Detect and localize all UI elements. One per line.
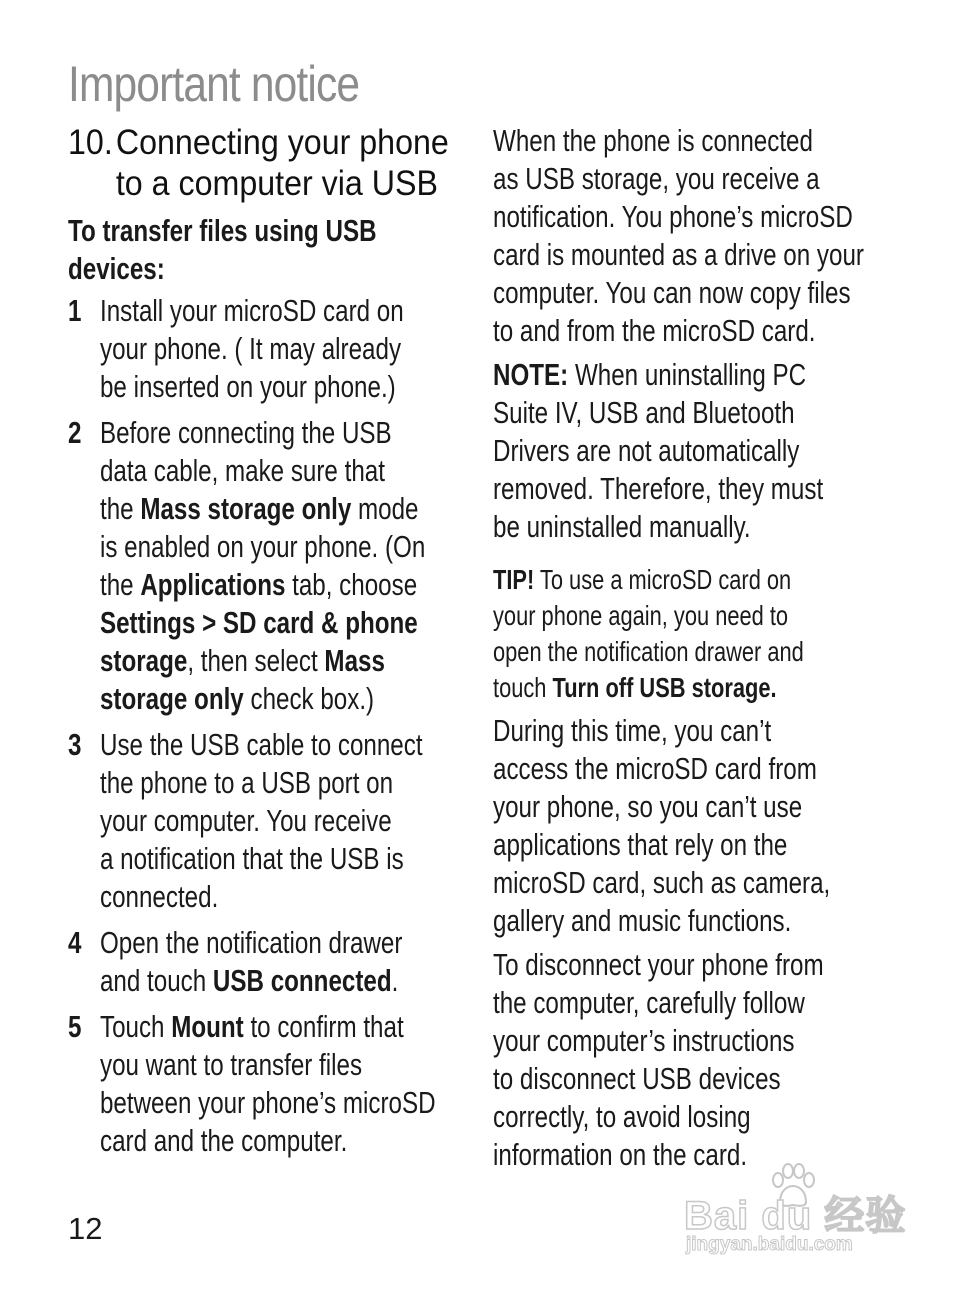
text-run: To use a microSD card on xyxy=(534,564,792,595)
bold-term-mass-storage-only: Mass storage only xyxy=(140,491,352,526)
step-number: 1 xyxy=(68,293,82,328)
paragraph-line: your computer’s instructions xyxy=(493,1023,795,1058)
tip-line: open the notification drawer and xyxy=(493,636,804,667)
paragraph-line: During this time, you can’t xyxy=(493,713,772,748)
text-run: When uninstalling PC xyxy=(568,357,807,392)
step-2 xyxy=(68,414,450,718)
paragraph-during-this-time xyxy=(493,712,887,940)
paragraph-line: To disconnect your phone from xyxy=(493,947,824,982)
tip-line xyxy=(493,562,887,598)
page-number: 12 xyxy=(68,1211,103,1246)
bold-term-storage-only: storage only xyxy=(99,681,244,716)
page-header-title: Important notice xyxy=(68,56,360,112)
text-run: the xyxy=(99,567,141,602)
section-title xyxy=(68,122,449,204)
left-column xyxy=(68,122,468,1168)
step-text-line xyxy=(100,642,450,680)
sub-heading-line-2: devices: xyxy=(68,251,165,286)
bold-term-mount: Mount xyxy=(171,1009,244,1044)
bold-term-turn-off-usb-storage: Turn off USB storage. xyxy=(552,672,777,703)
step-text-line: your phone. ( It may already xyxy=(99,331,402,366)
note-block xyxy=(493,356,887,546)
step-text-line: Before connecting the USB xyxy=(99,415,392,450)
paragraph-line: When the phone is connected xyxy=(493,123,813,158)
note-line: Drivers are not automatically xyxy=(493,433,800,468)
text-run: , then select xyxy=(187,643,325,678)
step-text-line xyxy=(100,566,450,604)
tip-block xyxy=(493,562,887,706)
step-text-line xyxy=(100,604,450,642)
paragraph-line: your phone, so you can’t use xyxy=(493,789,803,824)
paragraph-line: information on the card. xyxy=(493,1137,748,1172)
step-text-line: the phone to a USB port on xyxy=(99,765,394,800)
paragraph-usb-storage xyxy=(493,122,887,350)
step-number: 2 xyxy=(68,415,82,450)
text-run: mode xyxy=(351,491,419,526)
bold-term-settings-path: Settings > SD card & phone xyxy=(99,605,418,640)
text-run: check box.) xyxy=(243,681,375,716)
text-run: Touch xyxy=(99,1009,172,1044)
right-column xyxy=(493,122,887,1180)
step-text-line: between your phone’s microSD xyxy=(99,1085,436,1120)
bold-term-usb-connected: USB connected xyxy=(212,963,392,998)
paragraph-line: access the microSD card from xyxy=(493,751,817,786)
paragraph-line: correctly, to avoid losing xyxy=(493,1099,751,1134)
step-text-line: data cable, make sure that xyxy=(99,453,385,488)
step-3 xyxy=(68,726,450,916)
step-text-line: Install your microSD card on xyxy=(99,293,404,328)
watermark-brand: Bai du 经验 xyxy=(684,1194,907,1238)
paragraph-line: applications that rely on the xyxy=(493,827,788,862)
bold-term-applications: Applications xyxy=(140,567,286,602)
step-4 xyxy=(68,924,450,1000)
step-text-line xyxy=(100,1008,450,1046)
paragraph-disconnect xyxy=(493,946,887,1174)
step-text-line: is enabled on your phone. (On xyxy=(99,529,426,564)
paragraph-line: notification. You phone’s microSD xyxy=(493,199,853,234)
bold-term-storage: storage xyxy=(99,643,188,678)
paragraph-line: gallery and music functions. xyxy=(493,903,792,938)
step-text-line: Open the notification drawer xyxy=(99,925,403,960)
step-text-line: Use the USB cable to connect xyxy=(99,727,423,762)
bold-term-mass: Mass xyxy=(324,643,385,678)
text-run: touch xyxy=(493,672,553,703)
watermark-url: jingyan.baidu.com xyxy=(686,1234,853,1255)
sub-heading-line-1: To transfer files using USB xyxy=(68,213,377,248)
paragraph-line: the computer, carefully follow xyxy=(493,985,805,1020)
step-text-line: connected. xyxy=(99,879,219,914)
text-run: . xyxy=(391,963,399,998)
sub-heading xyxy=(68,212,396,288)
step-1 xyxy=(68,292,450,406)
note-line: removed. Therefore, they must xyxy=(493,471,824,506)
text-run: and touch xyxy=(99,963,213,998)
section-title-line-2: to a computer via USB xyxy=(115,164,438,203)
step-text-line: your computer. You receive xyxy=(99,803,392,838)
step-number: 5 xyxy=(68,1009,82,1044)
step-text-line xyxy=(100,490,450,528)
step-number: 4 xyxy=(68,925,82,960)
tip-line xyxy=(493,670,887,706)
tip-line: your phone again, you need to xyxy=(493,600,789,631)
section-number: 10. xyxy=(68,123,113,162)
paragraph-line: microSD card, such as camera, xyxy=(493,865,831,900)
paragraph-line: as USB storage, you receive a xyxy=(493,161,820,196)
baidu-watermark xyxy=(684,1160,914,1260)
section-title-line-1: Connecting your phone xyxy=(115,123,449,162)
paragraph-line: to and from the microSD card. xyxy=(493,313,816,348)
text-run: tab, choose xyxy=(285,567,418,602)
note-line: be uninstalled manually. xyxy=(493,509,751,544)
step-text-line: be inserted on your phone.) xyxy=(99,369,396,404)
step-text-line xyxy=(100,962,450,1000)
step-text-line: a notification that the USB is xyxy=(99,841,404,876)
paragraph-line: computer. You can now copy files xyxy=(493,275,851,310)
note-line xyxy=(493,356,887,394)
tip-label: TIP! xyxy=(493,564,535,595)
text-run: the xyxy=(99,491,141,526)
paragraph-line: to disconnect USB devices xyxy=(493,1061,781,1096)
steps-list xyxy=(68,292,450,1160)
step-text-line: you want to transfer files xyxy=(99,1047,363,1082)
step-text-line xyxy=(100,680,450,718)
note-label: NOTE: xyxy=(493,357,569,392)
step-text-line: card and the computer. xyxy=(99,1123,348,1158)
note-line: Suite IV, USB and Bluetooth xyxy=(493,395,795,430)
step-5 xyxy=(68,1008,450,1160)
text-run: to confirm that xyxy=(243,1009,404,1044)
step-number: 3 xyxy=(68,727,82,762)
paragraph-line: card is mounted as a drive on your xyxy=(493,237,864,272)
